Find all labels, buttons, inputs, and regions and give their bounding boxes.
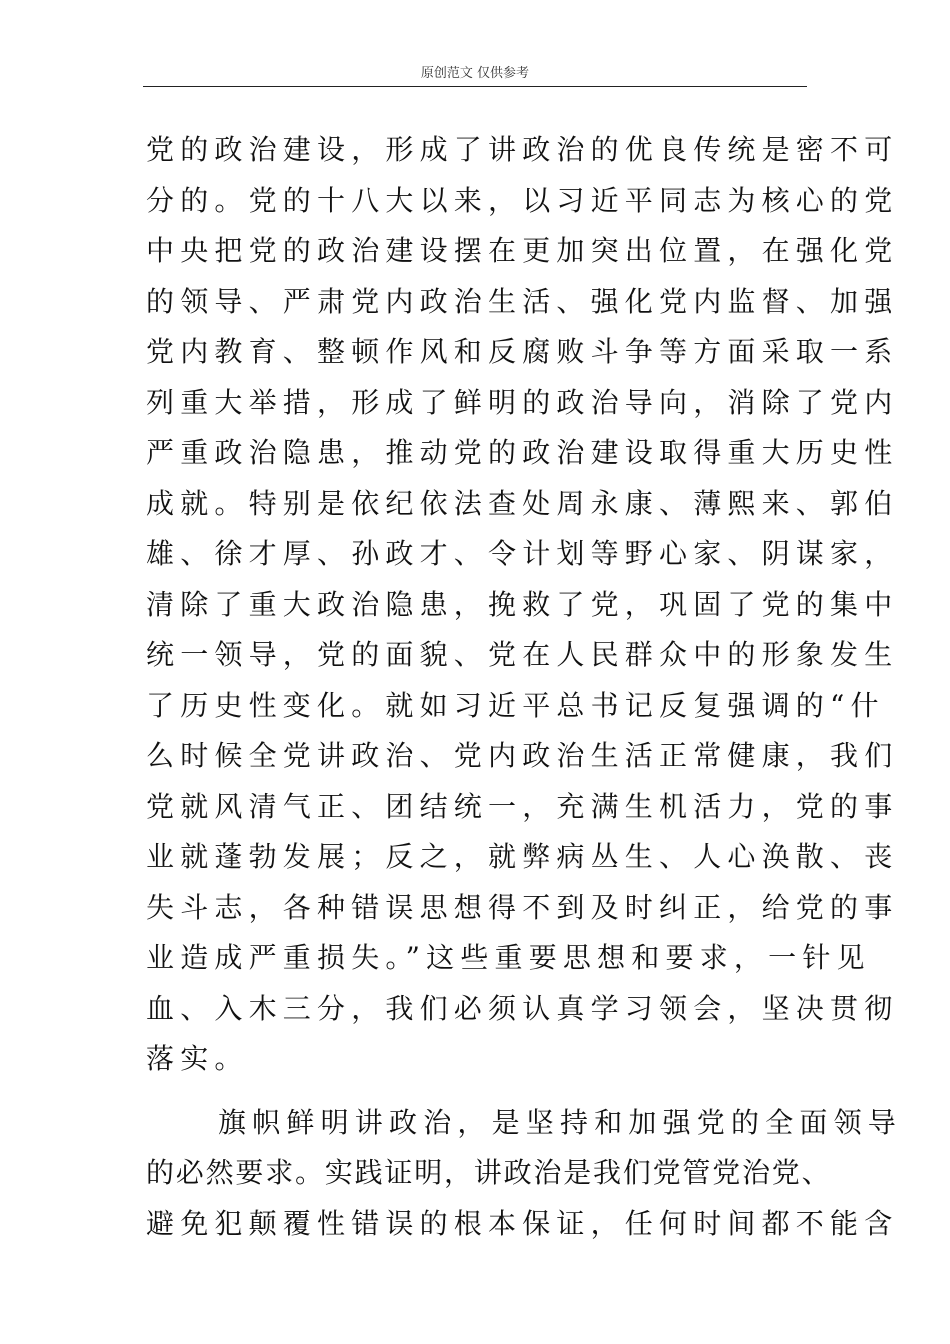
text-line: 失斗志，各种错误思想得不到及时纠正，给党的事: [146, 890, 899, 924]
text-line: 成就。特别是依纪依法查处周永康、薄熙来、郭伯: [146, 486, 899, 520]
text-line: 的必然要求。实践证明，讲政治是我们党管党治党、: [146, 1156, 832, 1189]
page-header: [143, 62, 807, 87]
header-text: 原创范文 仅供参考: [420, 66, 530, 81]
text-line: 清除了重大政治隐患，挽救了党，巩固了党的集中: [146, 587, 899, 621]
text-line: 中央把党的政治建设摆在更加突出位置，在强化党: [146, 234, 899, 267]
text-line: 业就蓬勃发展；反之，就弊病丛生、人心涣散、丧: [146, 840, 899, 873]
text-line: 业造成严重损失。”这些重要思想和要求，一针见: [146, 941, 871, 974]
text-line: 么时候全党讲政治、党内政治生活正常健康，我们: [146, 739, 899, 772]
text-line: 旗帜鲜明讲政治，是坚持和加强党的全面领导: [218, 1105, 903, 1139]
text-line: 避免犯颠覆性错误的根本保证，任何时间都不能含: [146, 1206, 899, 1240]
text-line: 党内教育、整顿作风和反腐败斗争等方面采取一系: [146, 335, 899, 368]
text-line: 了历史性变化。就如习近平总书记反复强调的“什: [146, 688, 885, 722]
text-line: 分的。党的十八大以来，以习近平同志为核心的党: [146, 183, 899, 217]
text-line: 落实。: [146, 1042, 249, 1075]
text-line: 血、入木三分，我们必须认真学习领会，坚决贯彻: [146, 991, 899, 1025]
text-line: 雄、徐才厚、孙政才、令计划等野心家、阴谋家，: [146, 537, 899, 570]
text-line: 列重大举措，形成了鲜明的政治导向，消除了党内: [146, 385, 899, 419]
text-line: 党的政治建设，形成了讲政治的优良传统是密不可: [146, 133, 899, 166]
document-body: [146, 125, 903, 1249]
text-line: 党就风清气正、团结统一，充满生机活力，党的事: [146, 789, 899, 823]
text-line: 的领导、严肃党内政治生活、强化党内监督、加强: [146, 284, 899, 318]
text-line: 统一领导，党的面貌、党在人民群众中的形象发生: [146, 638, 899, 671]
text-line: 严重政治隐患，推动党的政治建设取得重大历史性: [146, 436, 899, 469]
